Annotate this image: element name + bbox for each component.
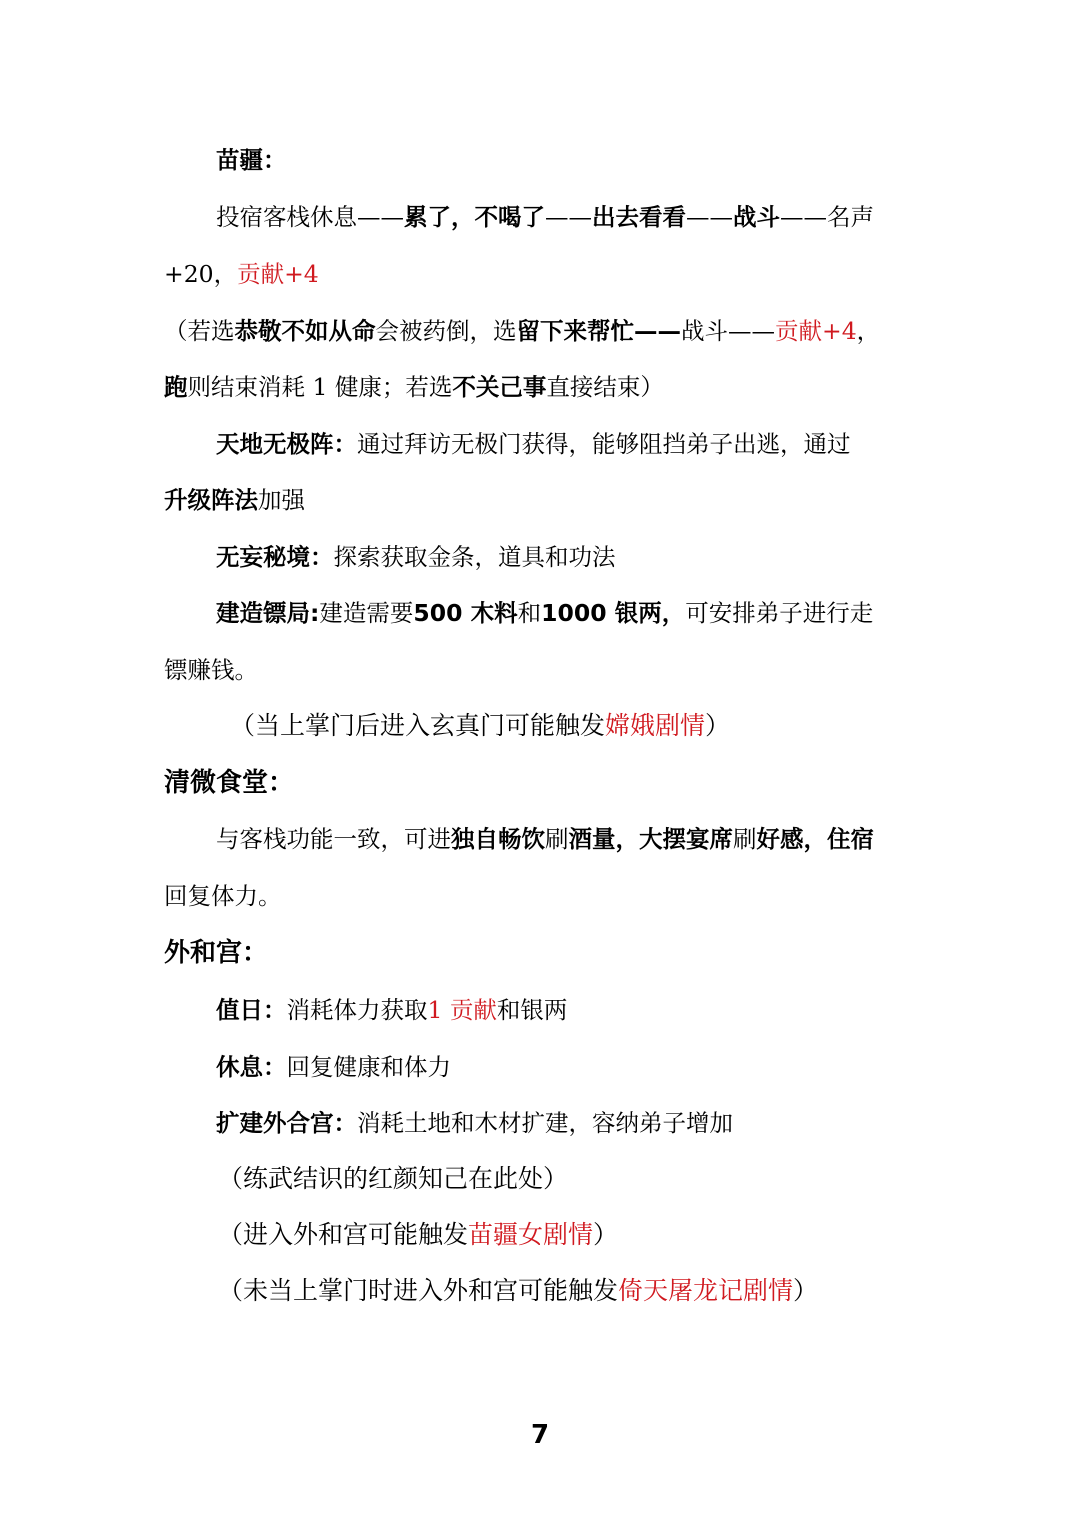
text-run: 回复健康和体力	[286, 1053, 451, 1081]
option-text: 升级阵法	[164, 486, 258, 514]
biaoju-paragraph-line-2: 镖赚钱。	[164, 656, 258, 684]
miaojiang-paragraph-line-3	[164, 314, 880, 348]
option-text: 住宿	[827, 825, 874, 853]
waihe-note-3	[218, 1274, 818, 1308]
page-number: 7	[530, 1420, 550, 1450]
miaojiang-paragraph-line-4	[164, 370, 664, 404]
text-run: 消耗体力获取	[286, 996, 428, 1024]
text-run: 加强	[258, 486, 305, 514]
option-text: 留下来帮忙——	[516, 317, 681, 345]
text-run: 刷	[733, 825, 757, 853]
option-text: 不关己事	[452, 373, 547, 401]
option-text: 大摆宴席	[639, 825, 733, 853]
miaojiang-heading: 苗疆：	[216, 146, 287, 174]
story-trigger-text: 倚天屠龙记剧情	[618, 1276, 794, 1305]
text-run: 战斗——	[681, 317, 775, 345]
text-run: （若选	[164, 317, 235, 345]
biaoju-note	[230, 709, 730, 743]
option-text: 战斗	[733, 203, 780, 231]
text-run: ——名声	[780, 203, 874, 231]
feature-title: 扩建外合宫：	[216, 1109, 357, 1137]
tiandi-paragraph-line-1	[216, 427, 851, 461]
text-run: ，	[856, 317, 881, 345]
feature-title: 无妄秘境：	[216, 543, 334, 571]
feature-title: 天地无极阵：	[216, 430, 357, 458]
text-run: 直接结束）	[546, 373, 664, 401]
option-text: 独自畅饮	[451, 825, 545, 853]
waihe-kuojian	[216, 1106, 733, 1140]
feature-title: 值日：	[216, 996, 287, 1024]
text-run: 则结束消耗 1 健康；若选	[187, 373, 453, 401]
text-run: 可安排弟子进行走	[685, 599, 874, 627]
text-run: 和银两	[496, 996, 568, 1024]
wuwang-paragraph	[216, 540, 616, 574]
option-text: 累了，不喝了	[404, 203, 545, 231]
waihe-zhiri	[216, 993, 567, 1027]
text-run: 会被药倒，选	[375, 317, 517, 345]
text-run: +20，	[164, 260, 238, 288]
tiandi-paragraph-line-2	[164, 483, 305, 517]
miaojiang-paragraph-line-1	[216, 200, 874, 234]
option-text: 恭敬不如从命	[234, 317, 376, 345]
text-run: （进入外和宫可能触发	[218, 1220, 469, 1249]
qingwei-paragraph-line-2: 回复体力。	[164, 882, 282, 910]
waihe-xiuxi	[216, 1050, 451, 1084]
text-run: 通过拜访无极门获得，能够阻挡弟子出逃，通过	[357, 430, 851, 458]
reward-text: 贡献+4	[237, 260, 319, 288]
waihe-note-2	[218, 1218, 618, 1252]
text-run: ）	[793, 1276, 819, 1305]
text-run: 和	[517, 599, 542, 627]
text-run: （未当上掌门时进入外和宫可能触发	[218, 1276, 619, 1305]
text-run: 刷	[545, 825, 569, 853]
option-text: 1000 银两，	[541, 599, 686, 627]
qingwei-paragraph-line-1	[216, 822, 874, 856]
waihe-note-1: （练武结识的红颜知己在此处）	[218, 1164, 569, 1193]
feature-title: 休息：	[216, 1053, 287, 1081]
qingwei-heading: 清微食堂：	[164, 768, 295, 798]
biaoju-paragraph-line-1	[216, 596, 873, 630]
option-text: 酒量，	[568, 825, 639, 853]
story-trigger-text: 嫦娥剧情	[605, 711, 706, 740]
text-run: （当上掌门后进入玄真门可能触发	[230, 711, 606, 740]
story-trigger-text: 苗疆女剧情	[468, 1220, 594, 1249]
text-run: ——	[545, 203, 592, 231]
text-run: ——	[686, 203, 733, 231]
text-run: 消耗土地和木材扩建，容纳弟子增加	[357, 1109, 733, 1137]
option-text: 好感，	[756, 825, 827, 853]
option-text: 跑	[164, 373, 188, 401]
feature-title: 建造镖局:	[216, 599, 320, 627]
text-run: ）	[705, 711, 731, 740]
reward-text: 1 贡献	[427, 996, 497, 1024]
text-run: ）	[593, 1220, 619, 1249]
text-run: 建造需要	[319, 599, 414, 627]
option-text: 出去看看	[592, 203, 686, 231]
reward-text: 贡献+4	[775, 317, 857, 345]
option-text: 500 木料	[413, 599, 518, 627]
text-run: 与客栈功能一致，可进	[216, 825, 451, 853]
miaojiang-paragraph-line-2	[164, 257, 319, 291]
waihe-heading: 外和宫：	[164, 938, 269, 968]
text-run: 投宿客栈休息——	[216, 203, 404, 231]
text-run: 探索获取金条，道具和功法	[333, 543, 616, 571]
